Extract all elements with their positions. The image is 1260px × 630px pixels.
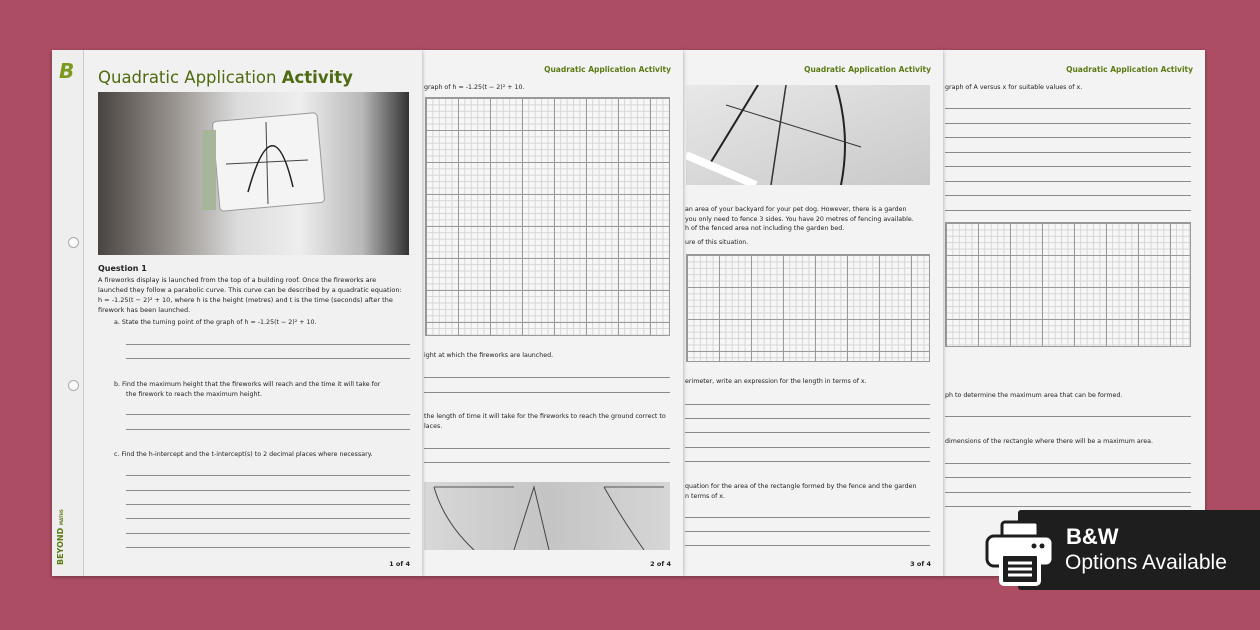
page-header: Quadratic Application Activity bbox=[804, 65, 931, 74]
instruction-text: ph to determine the maximum area that can be formed. bbox=[945, 392, 1123, 399]
badge-subtitle: Options Available bbox=[1065, 551, 1227, 574]
printer-icon bbox=[984, 520, 1056, 586]
instruction-text: ure of this situation. bbox=[685, 239, 749, 246]
graph-photo bbox=[424, 482, 670, 550]
worksheet-page-3 bbox=[683, 50, 943, 576]
instruction-text: graph of A versus x for suitable values of x. bbox=[945, 84, 1083, 91]
page-number: 3 of 4 bbox=[910, 560, 931, 568]
brand-logo-icon: B bbox=[59, 59, 75, 83]
instruction-text: ight at which the fireworks are launched. bbox=[424, 352, 554, 359]
question-heading: Question 1 bbox=[98, 264, 147, 273]
scenario-text: an area of your backyard for your pet dog. However, there is a garden you only need to fence 3 sides. You have 20 metres of fencing available. h of the fenced area not including the garden bed. bbox=[685, 206, 914, 232]
graph-photo bbox=[686, 85, 930, 185]
graph-paper bbox=[425, 97, 670, 336]
question-a: a. State the turning point of the graph of h = -1.25(t − 2)² + 10. bbox=[114, 319, 317, 326]
instruction-text: erimeter, write an expression for the length in terms of x. bbox=[685, 378, 867, 385]
instruction-text: the length of time it will take for the fireworks to reach the ground correct to laces. bbox=[424, 413, 666, 430]
worksheet-page-4 bbox=[943, 50, 1205, 576]
binder-hole bbox=[68, 237, 79, 248]
page-number: 2 of 4 bbox=[650, 560, 671, 568]
graph-paper bbox=[945, 222, 1191, 347]
tablet-graph-sketch bbox=[98, 92, 409, 255]
instruction-text: quation for the area of the rectangle formed by the fence and the garden n terms of x. bbox=[685, 483, 917, 500]
side-strip bbox=[52, 50, 84, 576]
page-number: 1 of 4 bbox=[389, 560, 410, 568]
cover-photo bbox=[98, 92, 409, 255]
worksheet-page-2 bbox=[422, 50, 683, 576]
instruction-text: dimensions of the rectangle where there will be a maximum area. bbox=[945, 438, 1153, 445]
instruction-text: graph of h = -1.25(t − 2)² + 10. bbox=[424, 84, 525, 91]
page-title: Quadratic Application Activity bbox=[98, 68, 353, 87]
brand-name: BEYOND MATHS bbox=[56, 509, 65, 565]
binder-hole bbox=[68, 380, 79, 391]
graph-paper bbox=[686, 254, 930, 362]
badge-title: B&W bbox=[1066, 524, 1119, 549]
question-c: c. Find the h-intercept and the t-intercept(s) to 2 decimal places where necessary. bbox=[114, 451, 373, 458]
question-b: b. Find the maximum height that the fireworks will reach and the time it will take for the firework to reach the maximum height. bbox=[114, 381, 381, 398]
bw-options-badge bbox=[1018, 510, 1260, 590]
page-header: Quadratic Application Activity bbox=[544, 65, 671, 74]
parabola-sketch bbox=[686, 85, 930, 185]
worksheet-page-1 bbox=[52, 50, 422, 576]
question-intro: A fireworks display is launched from the top of a building roof. Once the fireworks are launched they follow a parabolic curve. This curve can be described by a quadratic equation: h = -1.25(t − 2)² + 10, where h is the height (metres) and t is the time (seconds) after the firework has been launched. bbox=[98, 276, 402, 314]
page-header: Quadratic Application Activity bbox=[1066, 65, 1193, 74]
graph-sketch bbox=[424, 482, 670, 550]
